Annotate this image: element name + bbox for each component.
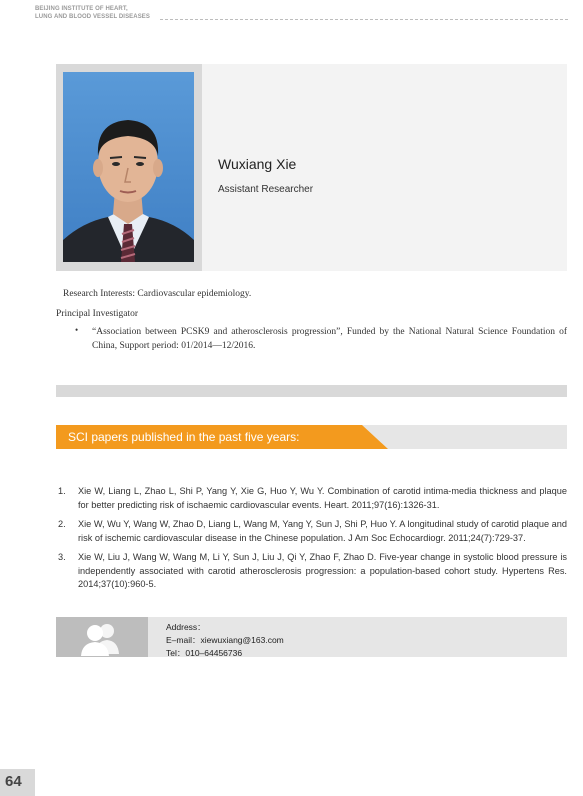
funded-project: “Association between PCSK9 and atherosclerosis progression”, Funded by the National Natural Science Foundation of China, Support period: 01/2014—12/2016.: [92, 327, 567, 351]
contact-phone: Tel：010–64456736: [166, 648, 243, 658]
paper-citation: Xie W, Liang L, Zhao L, Shi P, Yang Y, Xie G, Huo Y, Wu Y. Combination of carotid intima-media thickness and plaque for better predicting risk of ischaemic cardiovascular events. Heart. 2011;97(16):1326-31.: [78, 486, 567, 510]
paper-list: [58, 485, 567, 598]
paper-item: [58, 518, 567, 545]
header-divider: [160, 19, 568, 20]
portrait-photo: [63, 72, 194, 262]
contact-email: E–mail：xiewuxiang@163.com: [166, 635, 284, 645]
header-institute-line2: LUNG AND BLOOD VESSEL DISEASES: [35, 14, 151, 20]
bullet-marker: •: [75, 325, 79, 335]
page-number: 64: [5, 773, 22, 790]
research-interests: Research Interests: Cardiovascular epidemiology.: [63, 289, 252, 299]
paper-number: 3.: [58, 552, 66, 562]
section-separator-bar: [56, 385, 567, 397]
header-institute-line1: BEIJING INSTITUTE OF HEART,: [35, 6, 128, 12]
paper-number: 2.: [58, 519, 66, 529]
profile-name: Wuxiang Xie: [218, 156, 297, 172]
paper-item: [58, 485, 567, 512]
principal-investigator-heading: Principal Investigator: [56, 309, 139, 319]
paper-citation: Xie W, Liu J, Wang W, Wang M, Li Y, Sun J, Liu J, Qi Y, Zhao F, Zhao D. Five-year change in systolic blood pressure is independently associated with carotid atherosclerosis progression: a population-based cohort study. Hypertens Res. 2014;37(10):960-5.: [78, 552, 567, 589]
paper-item: [58, 551, 567, 592]
portrait-illustration: [63, 72, 194, 262]
profile-title: Assistant Researcher: [218, 184, 314, 195]
people-icon: [76, 620, 124, 656]
paper-number: 1.: [58, 486, 66, 496]
paper-citation: Xie W, Wu Y, Wang W, Zhao D, Liang L, Wang M, Yang Y, Sun J, Shi P, Huo Y. A longitudinal study of carotid plaque and risk of ischemic cardiovascular disease in the Chinese population. J Am Soc Echocardiogr. 2011;24(7):729-37.: [78, 519, 567, 543]
contact-address: Address：: [166, 622, 206, 632]
section-title: SCI papers published in the past five years:: [68, 430, 300, 444]
